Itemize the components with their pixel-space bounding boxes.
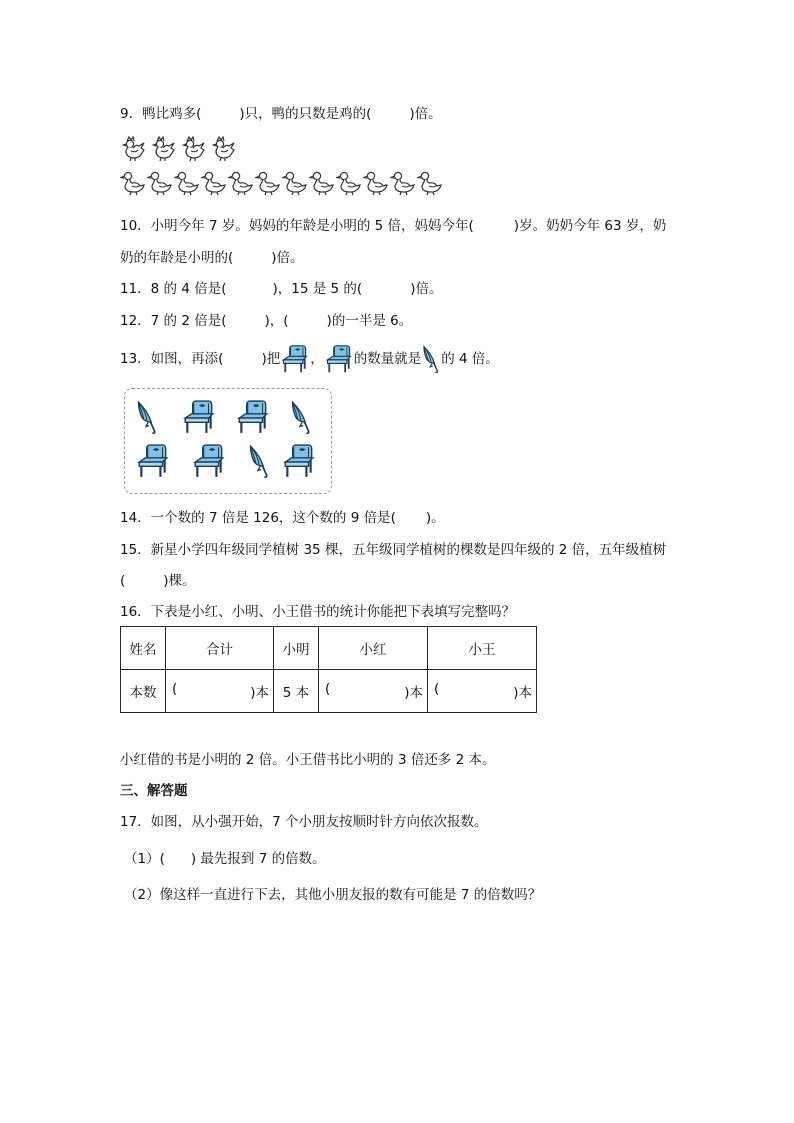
duck-icon (282, 170, 308, 196)
q17-sub1-part2: ) 最先报到 7 的倍数。 (190, 851, 326, 867)
question-16-note (120, 750, 496, 770)
question-17-sub2 (124, 885, 541, 905)
question-17-sub1 (124, 849, 326, 869)
question-15-line-2 (120, 571, 196, 591)
q13-text-part1: 13．如图，再添( (120, 351, 224, 367)
q12-text-part3: )的一半是 6。 (326, 313, 413, 329)
q12-text-part1: 12．7 的 2 倍是( (120, 313, 227, 329)
paren-open: ( (434, 681, 440, 697)
question-14 (120, 508, 445, 528)
duck-icon (336, 170, 362, 196)
duck-icon (255, 170, 281, 196)
table-row-label: 本数 (121, 670, 166, 713)
duck-icon (417, 170, 443, 196)
table-header-cell: 小王 (428, 627, 537, 670)
duck-icon (201, 170, 227, 196)
q16-text: 16．下表是小红、小明、小王借书的统计你能把下表填写完整吗？ (120, 604, 516, 620)
paren-open: ( (172, 681, 178, 697)
rooster-icon (210, 136, 238, 162)
question-9 (120, 104, 442, 124)
q17-sub2-text: （2）像这样一直进行下去，其他小朋友报的数有可能是 7 的倍数吗？ (124, 887, 542, 903)
rooster-row (120, 136, 240, 162)
answer-blank[interactable] (330, 681, 404, 701)
q13-text-part5: 的 4 倍。 (441, 351, 499, 367)
chair-icon (135, 443, 171, 479)
duck-icon (228, 170, 254, 196)
duck-icon (147, 170, 173, 196)
table-row (121, 670, 537, 713)
question-13 (120, 344, 499, 374)
duck-icon (174, 170, 200, 196)
table-header-cell: 姓名 (121, 627, 166, 670)
question-12 (120, 311, 412, 331)
q10-text-part2: )岁。奶奶今年 63 岁，奶 (513, 218, 667, 234)
q9-text-part2: )只，鸭的只数是鸡的( (239, 106, 372, 122)
rooster-icon (180, 136, 208, 162)
duck-icon (363, 170, 389, 196)
chair-icon (191, 443, 227, 479)
xiaoming-cell: 5 本 (274, 670, 319, 713)
paren-close: )本 (250, 685, 269, 701)
umbrella-icon (135, 399, 159, 435)
chair-icon (280, 344, 310, 374)
table-header-cell: 小红 (319, 627, 428, 670)
rooster-icon (120, 136, 148, 162)
question-17-intro (120, 812, 488, 832)
q10-text-part3: 奶的年龄是小明的( (120, 250, 234, 266)
duck-row (120, 170, 444, 196)
q16-note-text: 小红借的书是小明的 2 倍。小王借书比小明的 3 倍还多 2 本。 (120, 752, 496, 768)
section-3-title (120, 781, 188, 801)
rooster-icon (150, 136, 178, 162)
total-cell (166, 670, 274, 713)
question-15-line-1 (120, 540, 666, 560)
duck-icon (390, 170, 416, 196)
q11-text-part1: 11．8 的 4 倍是( (120, 281, 227, 297)
q14-text-part2: )。 (425, 510, 445, 526)
duck-icon (120, 170, 146, 196)
chair-icon (281, 443, 317, 479)
answer-blank[interactable] (439, 681, 513, 701)
q11-text-part3: )倍。 (410, 281, 443, 297)
paren-close: )本 (513, 685, 532, 701)
q9-text-part1: 9．鸭比鸡多( (120, 106, 202, 122)
borrowing-table (120, 626, 537, 713)
table-header-cell: 小明 (274, 627, 319, 670)
q14-text-part1: 14．一个数的 7 倍是 126，这个数的 9 倍是( (120, 510, 396, 526)
table-header-row (121, 627, 537, 670)
q15-text: 15．新星小学四年级同学植树 35 棵，五年级同学植树的棵数是四年级的 2 倍，五年级植树 (120, 542, 667, 558)
q17-sub1-part1: （1）( (124, 851, 165, 867)
q12-text-part2: )，( (264, 313, 289, 329)
q15-text-part2: ( (120, 573, 126, 589)
q13-text-part3: ， (310, 351, 324, 367)
umbrella-icon (421, 344, 441, 374)
q13-text-part2: )把 (261, 351, 281, 367)
chair-icon (324, 344, 354, 374)
umbrella-icon (289, 399, 313, 435)
paren-open: ( (325, 681, 331, 697)
answer-blank[interactable] (177, 681, 250, 701)
section-title-text: 三、解答题 (120, 783, 188, 799)
duck-icon (309, 170, 335, 196)
question-11 (120, 279, 442, 299)
question-16-title (120, 602, 515, 622)
q10-text-part4: )倍。 (271, 250, 304, 266)
table-header-cell: 合计 (166, 627, 274, 670)
q13-picture-box (124, 388, 332, 494)
q10-text-part1: 10．小明今年 7 岁。妈妈的年龄是小明的 5 倍，妈妈今年( (120, 218, 474, 234)
chair-icon (181, 399, 217, 435)
q9-text-part3: )倍。 (409, 106, 442, 122)
q11-text-part2: )，15 是 5 的( (272, 281, 363, 297)
chair-icon (235, 399, 271, 435)
paren-close: )本 (404, 685, 423, 701)
xiaohong-cell (319, 670, 428, 713)
q13-text-part4: 的数量就是 (353, 351, 422, 367)
q15-text-part3: )棵。 (163, 573, 196, 589)
umbrella-icon (247, 443, 271, 479)
question-10-line-2 (120, 248, 304, 268)
xiaowang-cell (428, 670, 537, 713)
question-10-line-1 (120, 216, 666, 236)
q17-text: 17．如图，从小强开始，7 个小朋友按顺时针方向依次报数。 (120, 814, 488, 830)
